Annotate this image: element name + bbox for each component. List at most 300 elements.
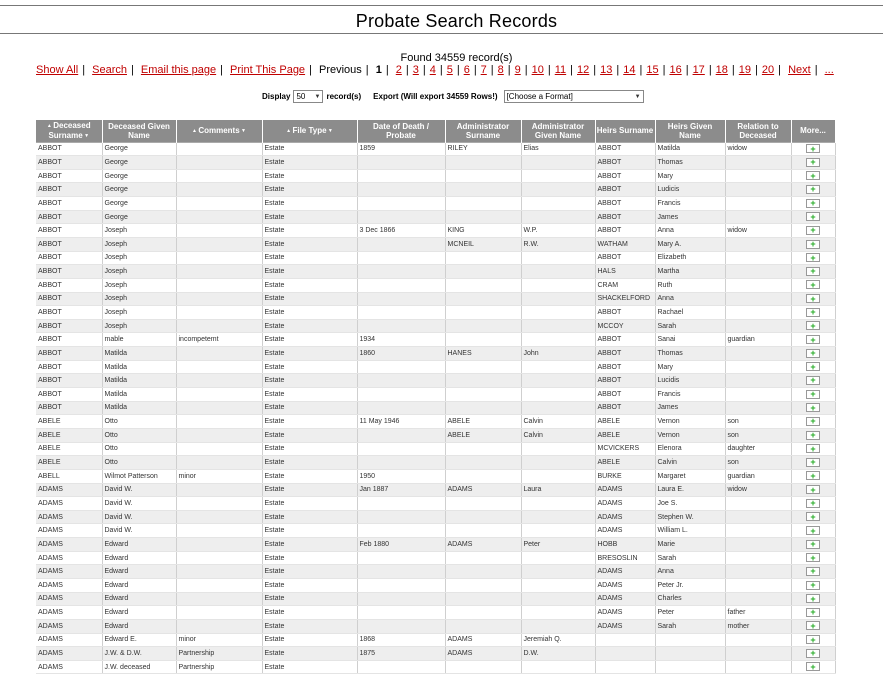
- table-cell: Estate: [262, 374, 357, 388]
- table-cell: Edward E.: [102, 633, 176, 647]
- table-cell: [725, 592, 791, 606]
- page-link[interactable]: 4: [429, 64, 436, 76]
- column-header[interactable]: [36, 120, 102, 142]
- table-cell: [725, 292, 791, 306]
- table-cell: [521, 319, 595, 333]
- table-cell: George: [102, 197, 176, 211]
- table-cell: ADAMS: [36, 524, 102, 538]
- plus-icon[interactable]: +: [806, 335, 820, 344]
- column-header[interactable]: [357, 120, 445, 142]
- table-row: [36, 469, 835, 483]
- table-cell: ABBOT: [36, 319, 102, 333]
- table-cell: CRAM: [595, 278, 655, 292]
- table-cell: 1860: [357, 347, 445, 361]
- plus-icon[interactable]: +: [806, 308, 820, 317]
- table-cell: ABBOT: [36, 251, 102, 265]
- table-cell: [176, 524, 262, 538]
- plus-icon[interactable]: +: [806, 294, 820, 303]
- table-cell: [725, 237, 791, 251]
- table-cell: [655, 647, 725, 661]
- page-link[interactable]: 16: [669, 64, 682, 76]
- column-header-label: Administrator Surname: [456, 121, 510, 140]
- plus-icon[interactable]: +: [806, 485, 820, 494]
- table-cell: Mary A.: [655, 237, 725, 251]
- table-cell: Estate: [262, 278, 357, 292]
- page-link[interactable]: 12: [577, 64, 590, 76]
- plus-icon[interactable]: +: [806, 594, 820, 603]
- table-cell: [521, 156, 595, 170]
- plus-icon[interactable]: +: [806, 581, 820, 590]
- column-header[interactable]: [725, 120, 791, 142]
- table-cell: Anna: [655, 292, 725, 306]
- table-row: [36, 565, 835, 579]
- table-cell: Francis: [655, 197, 725, 211]
- table-cell: [176, 619, 262, 633]
- table-cell: Otto: [102, 456, 176, 470]
- table-cell: ABBOT: [36, 224, 102, 238]
- table-cell: [176, 347, 262, 361]
- table-cell: George: [102, 142, 176, 156]
- chevron-down-icon: ▼: [314, 93, 321, 100]
- table-row: [36, 428, 835, 442]
- plus-icon[interactable]: +: [806, 376, 820, 385]
- page-link[interactable]: 20: [761, 64, 775, 76]
- table-cell: Ruth: [655, 278, 725, 292]
- table-row: [36, 579, 835, 593]
- table-cell: [725, 660, 791, 674]
- table-cell: [176, 428, 262, 442]
- table-row: [36, 633, 835, 647]
- table-cell: Jan 1887: [357, 483, 445, 497]
- page-link[interactable]: 11: [554, 64, 567, 76]
- table-cell: Estate: [262, 592, 357, 606]
- table-cell: ABBOT: [36, 388, 102, 402]
- table-cell: Estate: [262, 469, 357, 483]
- table-cell: [357, 156, 445, 170]
- filter-down-icon[interactable]: ▼: [239, 127, 247, 134]
- table-cell: Joseph: [102, 319, 176, 333]
- chevron-down-icon: ▼: [634, 93, 641, 100]
- more-cell: [791, 538, 835, 552]
- search-link[interactable]: Search: [92, 64, 127, 76]
- page-link[interactable]: 5: [446, 64, 453, 76]
- table-cell: Anna: [655, 224, 725, 238]
- page-link[interactable]: 15: [646, 64, 659, 76]
- table-row: [36, 169, 835, 183]
- plus-icon[interactable]: +: [806, 253, 820, 262]
- plus-icon[interactable]: +: [806, 226, 820, 235]
- column-header-label: File Type: [292, 125, 327, 135]
- plus-icon[interactable]: +: [806, 158, 820, 167]
- page-link[interactable]: 17: [692, 64, 705, 76]
- table-cell: ADAMS: [595, 524, 655, 538]
- more-pages-link[interactable]: ...: [824, 64, 834, 76]
- plus-icon[interactable]: +: [806, 417, 820, 426]
- table-cell: ABBOT: [36, 292, 102, 306]
- table-cell: [176, 456, 262, 470]
- table-cell: ABBOT: [595, 333, 655, 347]
- plus-icon[interactable]: +: [806, 431, 820, 440]
- column-header[interactable]: [655, 120, 725, 142]
- column-header[interactable]: [791, 120, 835, 142]
- table-cell: Peter Jr.: [655, 579, 725, 593]
- column-header[interactable]: [521, 120, 595, 142]
- table-cell: [725, 197, 791, 211]
- table-cell: [725, 347, 791, 361]
- table-cell: [595, 633, 655, 647]
- table-cell: Mary: [655, 169, 725, 183]
- table-cell: ADAMS: [36, 579, 102, 593]
- table-cell: [176, 224, 262, 238]
- table-cell: HOBB: [595, 538, 655, 552]
- table-cell: [595, 647, 655, 661]
- table-cell: ABELE: [36, 415, 102, 429]
- table-cell: [521, 197, 595, 211]
- table-row: [36, 292, 835, 306]
- page-link[interactable]: 19: [738, 64, 752, 76]
- plus-icon[interactable]: +: [806, 144, 820, 153]
- table-cell: 3 Dec 1866: [357, 224, 445, 238]
- table-row: [36, 224, 835, 238]
- table-row: [36, 619, 835, 633]
- table-cell: ADAMS: [36, 510, 102, 524]
- table-cell: [445, 306, 521, 320]
- more-cell: [791, 524, 835, 538]
- more-cell: [791, 265, 835, 279]
- table-cell: ABBOT: [595, 306, 655, 320]
- table-cell: [176, 579, 262, 593]
- filter-down-icon[interactable]: ▼: [82, 132, 90, 139]
- plus-icon[interactable]: +: [806, 349, 820, 358]
- table-cell: RILEY: [445, 142, 521, 156]
- table-cell: [725, 183, 791, 197]
- table-cell: ABELE: [445, 415, 521, 429]
- export-format-select[interactable]: [504, 90, 644, 103]
- table-cell: Calvin: [655, 456, 725, 470]
- plus-icon[interactable]: +: [806, 212, 820, 221]
- table-cell: Partnership: [176, 647, 262, 661]
- table-cell: ADAMS: [36, 606, 102, 620]
- table-cell: [176, 265, 262, 279]
- table-row: [36, 333, 835, 347]
- table-cell: Estate: [262, 456, 357, 470]
- top-divider: [0, 5, 883, 6]
- table-cell: Estate: [262, 265, 357, 279]
- page-link[interactable]: 7: [480, 64, 487, 76]
- records-label: record(s): [326, 92, 362, 101]
- table-cell: Lucidis: [655, 374, 725, 388]
- sort-up-icon[interactable]: ▲: [286, 127, 293, 134]
- show-all-link[interactable]: Show All: [36, 64, 79, 76]
- table-row: [36, 442, 835, 456]
- table-cell: Joseph: [102, 278, 176, 292]
- plus-icon[interactable]: +: [806, 321, 820, 330]
- table-row: [36, 388, 835, 402]
- table-cell: ABELE: [595, 428, 655, 442]
- table-cell: Otto: [102, 442, 176, 456]
- table-cell: [357, 565, 445, 579]
- table-cell: George: [102, 169, 176, 183]
- table-cell: ABELE: [36, 442, 102, 456]
- plus-icon[interactable]: +: [806, 458, 820, 467]
- table-cell: Joseph: [102, 237, 176, 251]
- table-cell: ABBOT: [36, 401, 102, 415]
- table-cell: Vernon: [655, 428, 725, 442]
- table-cell: [655, 660, 725, 674]
- table-cell: [521, 469, 595, 483]
- table-cell: [357, 251, 445, 265]
- table-cell: BURKE: [595, 469, 655, 483]
- table-cell: [725, 169, 791, 183]
- table-cell: ABBOT: [36, 347, 102, 361]
- table-cell: [725, 524, 791, 538]
- more-cell: [791, 647, 835, 661]
- table-cell: 1868: [357, 633, 445, 647]
- page-link[interactable]: 6: [463, 64, 470, 76]
- table-cell: [357, 278, 445, 292]
- table-cell: [176, 142, 262, 156]
- plus-icon[interactable]: +: [806, 540, 820, 549]
- page-link[interactable]: 13: [600, 64, 613, 76]
- table-cell: [357, 210, 445, 224]
- table-cell: David W.: [102, 524, 176, 538]
- table-cell: [445, 660, 521, 674]
- table-cell: [445, 579, 521, 593]
- more-cell: [791, 306, 835, 320]
- more-cell: [791, 237, 835, 251]
- table-cell: ABELE: [595, 456, 655, 470]
- more-cell: [791, 415, 835, 429]
- plus-icon[interactable]: +: [806, 240, 820, 249]
- table-cell: ADAMS: [595, 497, 655, 511]
- table-cell: ADAMS: [445, 633, 521, 647]
- table-cell: J.W. & D.W.: [102, 647, 176, 661]
- page-link[interactable]: 8: [497, 64, 504, 76]
- table-cell: Rachael: [655, 306, 725, 320]
- column-header[interactable]: [595, 120, 655, 142]
- plus-icon[interactable]: +: [806, 567, 820, 576]
- table-cell: Sarah: [655, 319, 725, 333]
- table-cell: Estate: [262, 210, 357, 224]
- table-cell: [725, 579, 791, 593]
- column-header[interactable]: [445, 120, 521, 142]
- plus-icon[interactable]: +: [806, 362, 820, 371]
- sort-up-icon[interactable]: ▲: [46, 122, 54, 129]
- table-cell: [521, 524, 595, 538]
- table-cell: [176, 183, 262, 197]
- table-cell: ADAMS: [36, 619, 102, 633]
- table-cell: [357, 579, 445, 593]
- more-cell: [791, 292, 835, 306]
- table-cell: ABELL: [36, 469, 102, 483]
- table-cell: [445, 606, 521, 620]
- table-row: [36, 483, 835, 497]
- table-cell: Edward: [102, 551, 176, 565]
- column-header-label: Comments: [198, 125, 240, 135]
- table-cell: father: [725, 606, 791, 620]
- table-cell: ABBOT: [595, 224, 655, 238]
- table-cell: [445, 265, 521, 279]
- plus-icon[interactable]: +: [806, 608, 820, 617]
- table-cell: Estate: [262, 388, 357, 402]
- page-link[interactable]: 14: [623, 64, 636, 76]
- column-header[interactable]: [102, 120, 176, 142]
- table-cell: [725, 319, 791, 333]
- filter-down-icon[interactable]: ▼: [326, 127, 333, 134]
- page-link[interactable]: 3: [412, 64, 419, 76]
- table-cell: Estate: [262, 347, 357, 361]
- table-row: [36, 306, 835, 320]
- print-page-link[interactable]: Print This Page: [230, 64, 306, 76]
- table-cell: Matilda: [102, 347, 176, 361]
- table-cell: Joseph: [102, 306, 176, 320]
- table-cell: Edward: [102, 538, 176, 552]
- table-cell: [357, 388, 445, 402]
- table-cell: [445, 565, 521, 579]
- more-cell: [791, 483, 835, 497]
- table-cell: Edward: [102, 606, 176, 620]
- table-cell: incompetemt: [176, 333, 262, 347]
- table-row: [36, 237, 835, 251]
- plus-icon[interactable]: +: [806, 662, 820, 671]
- table-cell: Estate: [262, 538, 357, 552]
- plus-icon[interactable]: +: [806, 199, 820, 208]
- column-header-label: Heirs Surname: [596, 126, 654, 136]
- table-cell: ADAMS: [36, 483, 102, 497]
- plus-icon[interactable]: +: [806, 512, 820, 521]
- table-cell: MCCOY: [595, 319, 655, 333]
- table-cell: guardian: [725, 469, 791, 483]
- table-cell: [445, 401, 521, 415]
- table-cell: J.W. deceased: [102, 660, 176, 674]
- table-cell: ADAMS: [36, 551, 102, 565]
- table-cell: [445, 592, 521, 606]
- table-cell: David W.: [102, 510, 176, 524]
- table-cell: ADAMS: [595, 606, 655, 620]
- more-cell: [791, 592, 835, 606]
- display-count-select[interactable]: [293, 90, 323, 103]
- column-header[interactable]: [176, 120, 262, 142]
- more-cell: [791, 251, 835, 265]
- plus-icon[interactable]: +: [806, 635, 820, 644]
- plus-icon[interactable]: +: [806, 621, 820, 630]
- table-cell: [176, 592, 262, 606]
- table-cell: [176, 510, 262, 524]
- table-cell: [176, 442, 262, 456]
- plus-icon[interactable]: +: [806, 649, 820, 658]
- table-cell: ABELE: [445, 428, 521, 442]
- table-cell: Edward: [102, 592, 176, 606]
- table-cell: Martha: [655, 265, 725, 279]
- table-cell: Estate: [262, 237, 357, 251]
- plus-icon[interactable]: +: [806, 267, 820, 276]
- table-cell: Joseph: [102, 224, 176, 238]
- plus-icon[interactable]: +: [806, 403, 820, 412]
- table-cell: Estate: [262, 306, 357, 320]
- table-row: [36, 415, 835, 429]
- table-cell: [725, 633, 791, 647]
- table-cell: William L.: [655, 524, 725, 538]
- plus-icon[interactable]: +: [806, 471, 820, 480]
- table-cell: minor: [176, 633, 262, 647]
- table-row: [36, 265, 835, 279]
- table-cell: son: [725, 415, 791, 429]
- table-cell: ABBOT: [36, 237, 102, 251]
- page-link[interactable]: 9: [514, 64, 521, 76]
- table-cell: Estate: [262, 633, 357, 647]
- table-cell: [176, 538, 262, 552]
- export-label: Export (Will export 34559 Rows!): [373, 92, 498, 101]
- table-cell: ADAMS: [36, 633, 102, 647]
- page-link[interactable]: 18: [715, 64, 728, 76]
- table-cell: Estate: [262, 224, 357, 238]
- table-cell: [725, 510, 791, 524]
- plus-icon[interactable]: +: [806, 171, 820, 180]
- plus-icon[interactable]: +: [806, 390, 820, 399]
- table-cell: [357, 306, 445, 320]
- table-cell: [725, 251, 791, 265]
- table-cell: [445, 388, 521, 402]
- table-cell: BRESOSLIN: [595, 551, 655, 565]
- table-cell: [176, 156, 262, 170]
- table-cell: George: [102, 183, 176, 197]
- table-cell: [445, 374, 521, 388]
- table-cell: Elenora: [655, 442, 725, 456]
- plus-icon[interactable]: +: [806, 499, 820, 508]
- table-cell: ABBOT: [595, 388, 655, 402]
- table-cell: [655, 633, 725, 647]
- table-cell: daughter: [725, 442, 791, 456]
- table-cell: Calvin: [521, 428, 595, 442]
- table-cell: [725, 401, 791, 415]
- column-header-label: Deceased Given Name: [108, 121, 170, 140]
- table-cell: Laura: [521, 483, 595, 497]
- table-cell: ABBOT: [36, 306, 102, 320]
- sort-up-icon[interactable]: ▲: [191, 127, 199, 134]
- more-cell: [791, 183, 835, 197]
- page-link[interactable]: 10: [531, 64, 544, 76]
- table-cell: Estate: [262, 292, 357, 306]
- table-cell: Elias: [521, 142, 595, 156]
- table-cell: [176, 251, 262, 265]
- table-cell: Feb 1880: [357, 538, 445, 552]
- records-table: [36, 120, 836, 674]
- more-cell: [791, 469, 835, 483]
- more-cell: [791, 442, 835, 456]
- table-row: [36, 197, 835, 211]
- table-cell: widow: [725, 483, 791, 497]
- column-header-label: Date of Death / Probate: [372, 121, 429, 140]
- next-page-link[interactable]: Next: [788, 64, 811, 76]
- email-page-link[interactable]: Email this page: [140, 64, 217, 76]
- table-cell: Estate: [262, 442, 357, 456]
- plus-icon[interactable]: +: [806, 185, 820, 194]
- table-row: [36, 551, 835, 565]
- table-cell: ADAMS: [595, 483, 655, 497]
- table-row: [36, 510, 835, 524]
- table-cell: [357, 456, 445, 470]
- table-cell: ADAMS: [595, 510, 655, 524]
- plus-icon[interactable]: +: [806, 526, 820, 535]
- plus-icon[interactable]: +: [806, 553, 820, 562]
- table-cell: James: [655, 210, 725, 224]
- table-row: [36, 156, 835, 170]
- plus-icon[interactable]: +: [806, 444, 820, 453]
- table-controls: [262, 90, 644, 103]
- page-link[interactable]: 2: [395, 64, 402, 76]
- plus-icon[interactable]: +: [806, 280, 820, 289]
- column-header[interactable]: [262, 120, 357, 142]
